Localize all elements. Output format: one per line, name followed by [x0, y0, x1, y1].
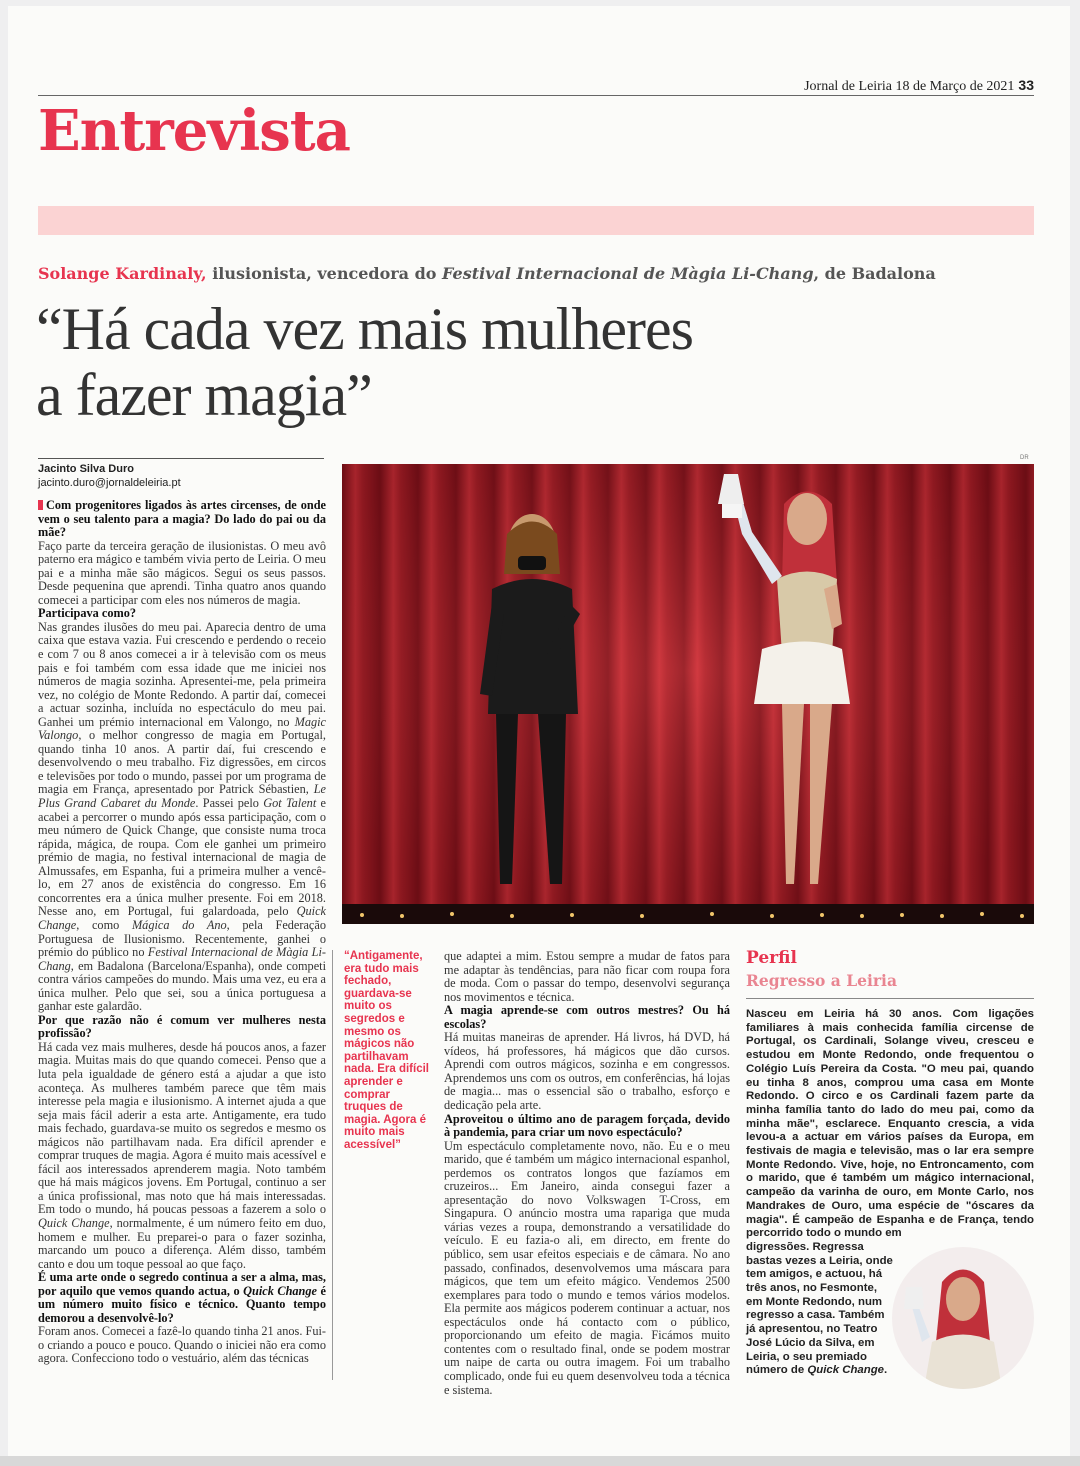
answer-text: , em Badalona (Barcelona/Espanha), onde competi contra vários campeões do mundo. Mais uma vez, eu era a única mulher. Pelo que sei, sou a única portuguesa a ganhar este galardão. — [38, 958, 326, 1014]
publication-date: Jornal de Leiria 18 de Março de 2021 — [804, 79, 1015, 94]
perfil-subtitle: Regresso a Leiria — [746, 971, 897, 990]
answer-italic: Festival Internacional de Màgia Li-Chang — [38, 945, 327, 973]
kicker-festival: Festival Internacional de Màgia Li-Chang — [442, 264, 814, 283]
byline-email: jacinto.duro@jornaldeleiria.pt — [38, 477, 181, 489]
photo-credit: DR — [1020, 455, 1029, 461]
kicker-name: Solange Kardinaly, — [38, 264, 207, 283]
question: Por que razão não é comum ver mulheres nesta profissão? — [38, 1012, 326, 1041]
answer: Há muitas maneiras de aprender. Há livros, há DVD, há vídeos, há professores, há mágicos que dão cursos. Aprendi com outros mágicos, sozinha e em congressos. Aprendemos uns com os outros, em conferências, há lojas de magia... mas o essencial são o trabalho, esforço e dedicação pela arte. — [444, 1030, 730, 1113]
perfil-title: Perfil — [746, 948, 797, 968]
answer: Foram anos. Comecei a fazê-lo quando tinha 21 anos. Fui-o criando a pouco e pouco. Quando o iniciei não era como agora. Confecciono todo o vestuário, além das técnicas — [38, 1324, 326, 1366]
answer: que adaptei a mim. Estou sempre a mudar de fatos para me adaptar às tendências, para não ficar com roupa fora de moda. Com o passar do tempo, desenvolvi segurança nos movimentos e técnica. — [444, 949, 730, 1004]
kicker-place: , de Badalona — [813, 264, 936, 283]
page-number: 33 — [1018, 77, 1034, 93]
question-text: É uma arte onde o segredo continua a ser a alma, mas, por aquilo que vemos quando actua, o — [38, 1270, 326, 1298]
answer-italic: Quick Change — [38, 1215, 110, 1230]
stage-photo — [342, 464, 1034, 924]
section-band — [38, 206, 1034, 235]
answer: Faço parte da terceira geração de ilusionistas. O meu avô paterno era mágico e também vivia perto de Leiria. O meu pai e a minha mãe são mágicos. Segui os seus passos. Desde pequenina que aprendi. Tinha quatro anos quando comecei a participar com eles nos números de magia. — [38, 538, 326, 607]
article-column-3 — [444, 950, 730, 1397]
answer-text: , o melhor congresso de magia em Portugal, quando tinha 10 anos. A partir daí, fui crescendo e desenvolvendo o meu trabalho. Fiz digressões, em circos e televisões por todo o mundo, passei por um programa de magia em França, apresentado por Patrick Sébastien, — [38, 728, 326, 797]
question-text: é um número muito físico e técnico. Quanto tempo demorou a desenvolvê-lo? — [38, 1283, 326, 1325]
answer — [38, 1041, 326, 1271]
pull-quote: “Antigamente, era tudo mais fechado, guardava-se muito os segredos e mesmo os mágicos não partilhavam nada. Era difícil aprender e comprar truques de magia. Agora é muito mais acessível” — [344, 950, 429, 1151]
question: Aproveitou o último ano de paragem forçada, devido à pandemia, para criar um novo espectáculo? — [444, 1111, 730, 1140]
answer-italic: Got Talent — [263, 796, 317, 811]
scan-bottom-edge — [0, 1456, 1080, 1466]
question-marker — [38, 500, 43, 510]
question-italic: Quick Change — [243, 1283, 317, 1298]
answer-italic: Quick Change — [38, 904, 326, 932]
answer: Um espectáculo completamente novo, não. Eu e o meu marido, que é também um mágico internacional espanhol, perdemos os contratos longos que fazíamos em cruzeiros... Em Janeiro, ainda consegui fazer a apresentação do novo Volkswagen T-Cross, em Singapura. O anúncio mostra uma rapariga que muda várias vezes a roupa, demonstrando a versatilidade do veículo. E eu fazia-o ali, em directo, em frente do público, sem usar efeitos especiais e de câmara. No ano passado, confinados, desenvolvemos uma máscara para mágicos, que tem um efeito mágico. Vendemos 2500 exemplares para todo o mundo e temos vários modelos. Ela permite aos mágicos poderem continuar a actuar, nos espectáculos onde há contacto com o público, proporcionando um efeito de magia. Ficámos muito contentes com o resultado final, onde se podem mostrar um naipe de carta ou outra imagem. Foi um trabalho complicado, onde fui eu quem desenvolveu toda a técnica e sistema. — [444, 1138, 730, 1397]
answer-text: , pela Federação Portuguesa de Ilusionismo. Recentemente, ganhei o prémio do público no — [38, 917, 326, 960]
kicker — [38, 264, 1034, 283]
perfil-text-full: Nasceu em Leiria há 30 anos. Com ligações familiares à mais conhecida família circense de Portugal, os Cardinali, Solange viveu, cresceu e estudou em Monte Redondo, onde frequentou o Colégio Luís Pereira da Costa. "O meu pai, quando eu tinha 8 anos, comprou uma casa em Monte Redondo. O circo e os Cardinali fazem parte da minha família tanto do lado do meu pai, como da minha mãe", esclarece. Enquanto crescia, a vida levou-a a actuar em vários países da Europa, em festivais de magia e televisão, mas o lar era sempre Monte Redondo. Vive, hoje, no Entroncamento, com o marido, que é também um mágico internacional, campeão da varinha de ouro, em Monte Carlo, nos Mandrakes de Ouro, uma espécie de "óscares da magia". É campeão de Espanha e de França, tendo percorrido todo o mundo em — [746, 1008, 1034, 1240]
answer-italic: Le Plus Grand Cabaret du Monde — [38, 782, 326, 811]
question-text: Com progenitores ligados às artes circenses, de onde vem o seu talento para a magia? Do lado do pai ou da mãe? — [38, 498, 326, 540]
byline — [38, 462, 181, 490]
question — [38, 499, 326, 540]
answer-text: . Passei pelo — [195, 796, 264, 811]
page-header — [8, 77, 1034, 95]
perfil-text-end: . — [884, 1364, 888, 1377]
answer-text: Nas grandes ilusões do meu pai. Aparecia dentro de uma caixa que estava vazia. Fui crescendo e perdendo o receio e com 7 ou 8 anos comecei a ir à televisão com os meus pais e foi também com essa idade que me iniciei nos números de magia sozinha. Apresentei-me, pela primeira vez, no colégio de Monte Redondo. A partir daí, comecei a actuar sozinha, incluída no espectáculo do meu pai. Ganhei um prémio internacional em Valongo, no — [38, 619, 326, 729]
question: Participava como? — [38, 606, 137, 621]
perfil-text-italic: Quick Change — [807, 1364, 884, 1377]
perfil-text-short — [746, 1241, 896, 1378]
headline-line-1: “Há cada vez mais mulheres — [36, 296, 693, 362]
answer-text: Há cada vez mais mulheres, desde há poucos anos, a fazer magia. Muitas mais do que quando comecei. Penso que a luta pela igualdade de género está a ajudar a que isto aconteça. As mulheres também parece que têm mais interesse pela magia e ilusionismo. A internet ajuda a que seja mais fácil aderir a esta arte. Antigamente, era tudo mais fechado, guardava-se muito os segredos e mesmo os mágicos não partilhavam nada. Era difícil aprender e comprar truques de magia. Agora é muito mais acessível e fácil aos interessados aprenderem magia. Noto também que há mais mágicos jovens. Em Portugal, continuo a ser a única profissional, mas noto que há mais interessadas. Em todo o mundo, há poucas pessoas a fazerem a solo o — [38, 1039, 326, 1217]
newspaper-page — [8, 6, 1070, 1456]
perfil-rule — [746, 998, 1034, 999]
perfil-portrait — [892, 1247, 1034, 1389]
byline-rule — [38, 458, 324, 459]
kicker-role: ilusionista, vencedora do — [206, 264, 443, 283]
portrait-illustration — [892, 1247, 1034, 1389]
headline — [36, 296, 936, 428]
answer — [38, 621, 326, 1014]
answer-text: , como — [76, 917, 132, 932]
header-rule — [38, 95, 1034, 96]
perfil-text-segment: digressões. Regressa bastas vezes a Leiria, onde tem amigos, e actuou, há três anos, no Fesmonte, em Monte Redondo, num regresso a casa. Também já apresentou, no Teatro José Lúcio da Silva, em Leiria, o seu premiado número de — [746, 1240, 893, 1377]
answer-text: , normalmente, é um número feito em duo, homem e mulher. Eu preparei-o para o fazer sozinha, marcando um pouco a diferença. Além disso, também canto e dou um toque pessoal ao que faço. — [38, 1215, 326, 1271]
article-column-1 — [38, 499, 326, 1366]
answer-italic: Magic Valongo — [38, 714, 326, 743]
headline-line-2: a fazer magia” — [36, 362, 372, 428]
column-divider — [332, 950, 333, 1380]
answer-text: e acabei a percorrer o mundo após essa participação, com o meu número de Quick Change, que consiste numa troca rápida, mágica, de roupa. Com ele ganhei um primeiro prémio de magia, no festival internacional de magia de Almussafes, em Espanha, fui a primeira mulher a vencê-lo, em 27 anos de existência do congresso. Em 16 concorrentes era a única mulher presente. Foi em 2018. Nesse ano, em Portugal, fui galardoada, pelo — [38, 796, 326, 919]
byline-author: Jacinto Silva Duro — [38, 463, 134, 475]
stage-photo-illustration — [342, 464, 1034, 924]
question: A magia aprende-se com outros mestres? Ou há escolas? — [444, 1003, 730, 1031]
answer-italic: Mágica do Ano — [131, 917, 227, 932]
section-title: Entrevista — [38, 98, 350, 164]
question — [38, 1271, 326, 1325]
